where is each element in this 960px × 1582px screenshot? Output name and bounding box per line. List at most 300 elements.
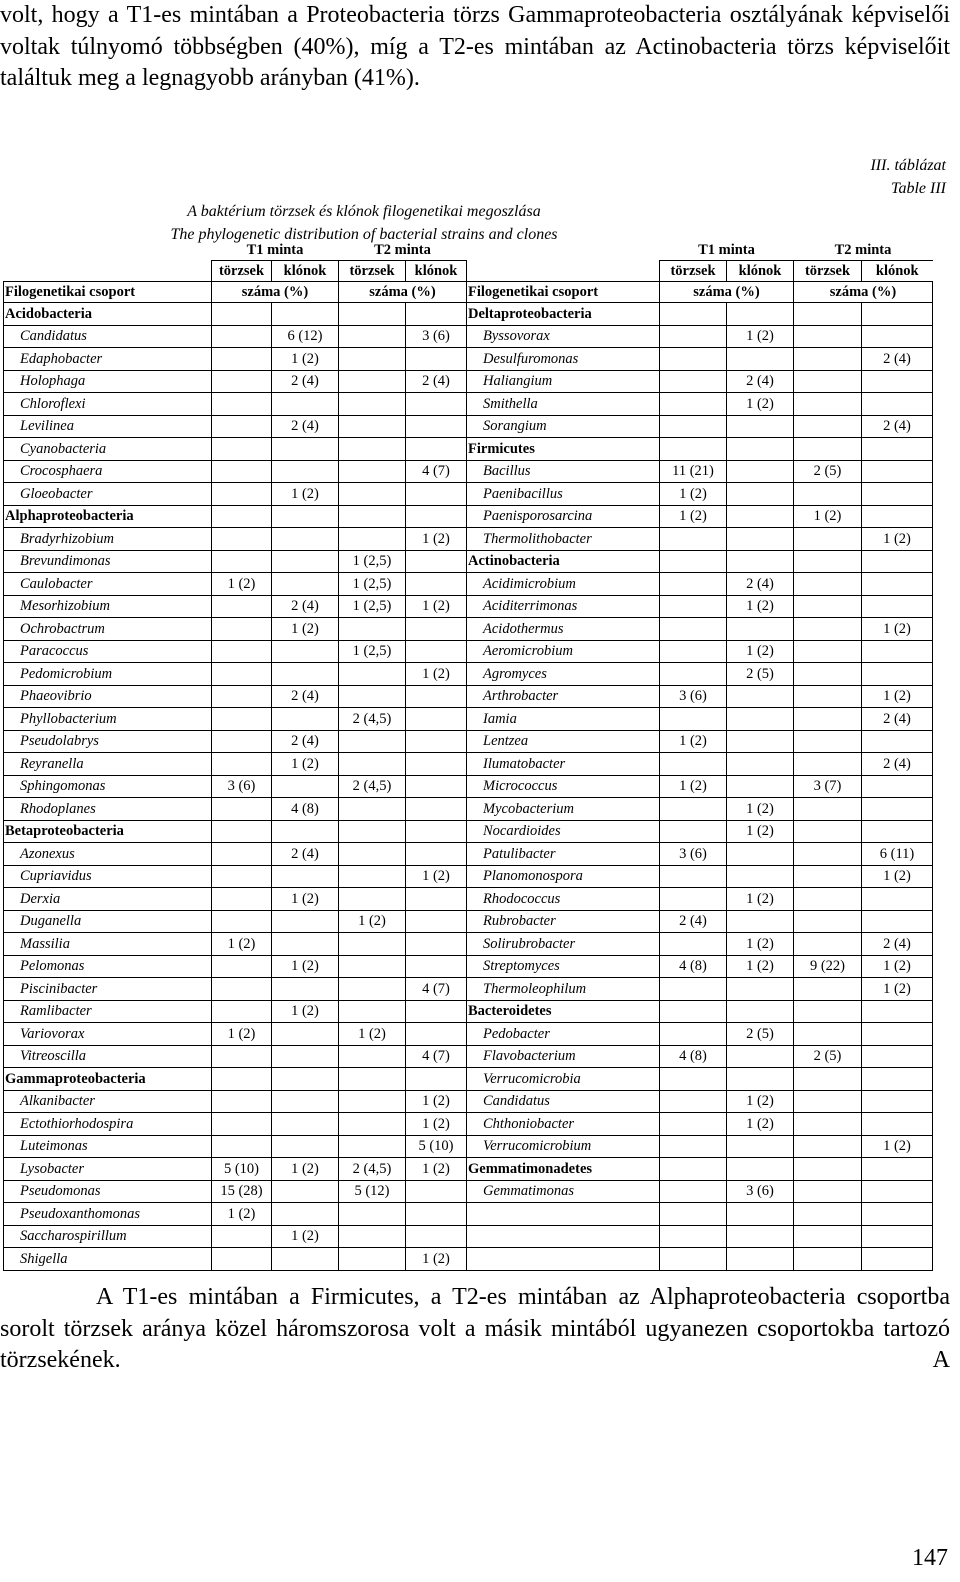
value-cell: 4 (8) [660,955,727,978]
value-cell [272,1045,339,1068]
value-cell [862,303,933,326]
value-cell: 4 (8) [660,1045,727,1068]
value-cell [212,708,272,731]
value-cell: 2 (4,5) [339,775,406,798]
value-cell: 1 (2,5) [339,640,406,663]
value-cell: 1 (2) [272,1225,339,1248]
genus-name: Patulibacter [467,843,660,866]
value-cell: 2 (4,5) [339,1158,406,1181]
value-cell: 1 (2,5) [339,573,406,596]
value-cell: 1 (2,5) [339,550,406,573]
value-cell [660,933,727,956]
value-cell [794,685,862,708]
value-cell [212,1000,272,1023]
group-name: Gemmatimonadetes [467,1158,660,1181]
value-cell [272,393,339,416]
header-row-samples [4,240,933,261]
value-cell [339,1000,406,1023]
value-cell [406,708,467,731]
genus-name: Pedobacter [467,1023,660,1046]
empty-cell [727,1203,794,1226]
value-cell [406,775,467,798]
value-cell [727,978,794,1001]
value-cell [339,933,406,956]
value-cell [339,663,406,686]
value-cell [794,978,862,1001]
table-row [4,1068,933,1091]
genus-name: Ochrobactrum [4,618,212,641]
table-row [4,933,933,956]
value-cell [727,1000,794,1023]
value-cell [727,865,794,888]
value-cell [660,550,727,573]
value-cell [862,1068,933,1091]
value-cell [339,370,406,393]
value-cell [727,1135,794,1158]
value-cell [406,550,467,573]
value-cell [212,1068,272,1091]
empty-cell [727,1225,794,1248]
value-cell [406,820,467,843]
genus-name: Haliangium [467,370,660,393]
table-row [4,798,933,821]
value-cell [212,393,272,416]
value-cell [212,415,272,438]
value-cell: 1 (2,5) [339,595,406,618]
value-cell: 1 (2) [727,325,794,348]
value-cell: 2 (5) [727,663,794,686]
value-cell: 1 (2) [339,1023,406,1046]
value-cell [212,663,272,686]
value-cell [660,708,727,731]
value-cell [212,730,272,753]
value-cell [339,843,406,866]
genus-name: Nocardioides [467,820,660,843]
value-cell [212,595,272,618]
page-number: 147 [912,1545,948,1571]
genus-name: Chloroflexi [4,393,212,416]
value-cell [212,820,272,843]
genus-name: Cupriavidus [4,865,212,888]
value-cell: 5 (10) [406,1135,467,1158]
table-row [4,595,933,618]
table-caption-hu: A baktérium törzsek és klónok filogenetikai megoszlása [187,203,541,220]
value-cell [727,460,794,483]
value-cell: 1 (2) [406,528,467,551]
value-cell [660,1090,727,1113]
value-cell [660,1180,727,1203]
value-cell [406,1180,467,1203]
genus-name: Derxia [4,888,212,911]
value-cell [339,1248,406,1271]
value-cell: 1 (2) [272,955,339,978]
genus-name: Phaeovibrio [4,685,212,708]
empty-cell [862,1248,933,1271]
value-cell [862,1000,933,1023]
value-cell [727,550,794,573]
header-row-count [4,282,933,303]
value-cell: 1 (2) [727,955,794,978]
genus-name: Levilinea [4,415,212,438]
value-cell: 1 (2) [272,483,339,506]
value-cell [727,1045,794,1068]
value-cell: 2 (4) [862,348,933,371]
genus-name: Ramlibacter [4,1000,212,1023]
value-cell: 1 (2) [727,933,794,956]
value-cell: 1 (2) [660,730,727,753]
table-row [4,775,933,798]
header-t2-left: T2 minta [374,242,431,258]
value-cell [660,370,727,393]
value-cell: 1 (2) [272,348,339,371]
header-row-kinds [4,261,933,282]
table-row [4,1090,933,1113]
genus-name: Duganella [4,910,212,933]
value-cell [339,978,406,1001]
value-cell: 2 (4) [862,753,933,776]
value-cell [794,640,862,663]
value-cell [212,483,272,506]
value-cell [727,685,794,708]
value-cell [862,820,933,843]
value-cell [660,325,727,348]
value-cell [272,1180,339,1203]
value-cell [794,1068,862,1091]
genus-name: Gemmatimonas [467,1180,660,1203]
value-cell [727,730,794,753]
value-cell [794,820,862,843]
empty-cell [467,1248,660,1271]
empty-cell [794,1248,862,1271]
genus-name: Pseudolabrys [4,730,212,753]
table-row [4,1023,933,1046]
value-cell: 2 (5) [794,460,862,483]
header-strains: törzsek [660,261,727,282]
genus-name: Paenisporosarcina [467,505,660,528]
value-cell [212,1225,272,1248]
genus-name: Pseudoxanthomonas [4,1203,212,1226]
empty-cell [660,1248,727,1271]
value-cell [794,1180,862,1203]
value-cell [212,978,272,1001]
group-name: Deltaproteobacteria [467,303,660,326]
genus-name: Caulobacter [4,573,212,596]
value-cell [272,1090,339,1113]
header-strains: törzsek [212,261,272,282]
genus-name: Rhodoplanes [4,798,212,821]
value-cell [406,798,467,821]
table-row [4,820,933,843]
genus-name: Ectothiorhodospira [4,1113,212,1136]
value-cell [339,303,406,326]
value-cell [339,955,406,978]
table-row [4,303,933,326]
value-cell: 1 (2) [727,1090,794,1113]
value-cell [212,550,272,573]
value-cell: 2 (4) [727,370,794,393]
genus-name: Shigella [4,1248,212,1271]
value-cell: 2 (4,5) [339,708,406,731]
value-cell [212,753,272,776]
value-cell [862,1090,933,1113]
table-row [4,1135,933,1158]
table-row [4,483,933,506]
value-cell [660,640,727,663]
value-cell [660,438,727,461]
table-row [4,910,933,933]
value-cell [406,753,467,776]
value-cell [339,325,406,348]
value-cell [794,1023,862,1046]
value-cell [660,1068,727,1091]
empty-cell [794,1203,862,1226]
value-cell: 1 (2) [727,798,794,821]
genus-name: Thermoleophilum [467,978,660,1001]
value-cell [272,775,339,798]
value-cell [406,1068,467,1091]
empty-cell [660,1225,727,1248]
value-cell: 1 (2) [339,910,406,933]
group-name: Alphaproteobacteria [4,505,212,528]
value-cell [660,798,727,821]
value-cell: 1 (2) [727,393,794,416]
value-cell [339,438,406,461]
value-cell [406,348,467,371]
table-label-en: Table III [891,180,946,197]
value-cell [406,438,467,461]
genus-name: Paracoccus [4,640,212,663]
table-row [4,663,933,686]
value-cell [862,460,933,483]
value-cell [727,910,794,933]
value-cell [339,753,406,776]
empty-cell [862,1203,933,1226]
value-cell [212,1045,272,1068]
value-cell: 1 (2) [727,888,794,911]
value-cell [212,325,272,348]
value-cell [727,708,794,731]
value-cell: 1 (2) [727,640,794,663]
table-label-hu: III. táblázat [870,157,946,174]
table-row [4,1113,933,1136]
value-cell [794,528,862,551]
table-row [4,955,933,978]
table-row [4,505,933,528]
genus-name: Azonexus [4,843,212,866]
genus-name: Pseudomonas [4,1180,212,1203]
value-cell [794,730,862,753]
value-cell [406,1000,467,1023]
value-cell [794,798,862,821]
value-cell: 2 (4) [272,415,339,438]
value-cell: 1 (2) [272,1158,339,1181]
value-cell [339,685,406,708]
value-cell [727,348,794,371]
value-cell: 2 (4) [272,730,339,753]
value-cell: 1 (2) [862,618,933,641]
genus-name: Planomonospora [467,865,660,888]
value-cell: 1 (2) [862,865,933,888]
value-cell [339,415,406,438]
value-cell [406,483,467,506]
value-cell [339,348,406,371]
table-row [4,415,933,438]
value-cell [862,663,933,686]
table-caption-en: The phylogenetic distribution of bacterial strains and clones [170,226,558,243]
group-name: Betaproteobacteria [4,820,212,843]
genus-name: Lysobacter [4,1158,212,1181]
value-cell: 1 (2) [862,1135,933,1158]
value-cell: 2 (5) [794,1045,862,1068]
value-cell [339,393,406,416]
table-row [4,685,933,708]
genus-name: Paenibacillus [467,483,660,506]
value-cell: 1 (2) [272,753,339,776]
value-cell [339,1090,406,1113]
table-row [4,865,933,888]
value-cell [212,370,272,393]
value-cell [660,753,727,776]
value-cell [272,933,339,956]
header-strains: törzsek [339,261,406,282]
genus-name: Holophaga [4,370,212,393]
value-cell [339,1045,406,1068]
value-cell: 2 (4) [272,595,339,618]
value-cell [212,1090,272,1113]
value-cell: 4 (7) [406,1045,467,1068]
value-cell [727,1068,794,1091]
genus-name: Rhodococcus [467,888,660,911]
genus-name: Acidothermus [467,618,660,641]
empty-cell [794,1225,862,1248]
value-cell [660,978,727,1001]
value-cell [212,955,272,978]
value-cell [794,910,862,933]
value-cell [212,1248,272,1271]
value-cell: 15 (28) [212,1180,272,1203]
value-cell [727,753,794,776]
value-cell [272,438,339,461]
header-t1-right: T1 minta [698,242,755,258]
value-cell [272,573,339,596]
value-cell: 2 (4) [727,573,794,596]
value-cell [794,573,862,596]
table-row [4,888,933,911]
value-cell [794,1135,862,1158]
table-row [4,618,933,641]
value-cell [212,303,272,326]
genus-name: Mycobacterium [467,798,660,821]
value-cell [272,528,339,551]
genus-name: Flavobacterium [467,1045,660,1068]
value-cell: 3 (6) [406,325,467,348]
value-cell [406,1225,467,1248]
value-cell: 1 (2) [862,955,933,978]
value-cell [212,843,272,866]
value-cell: 1 (2) [862,685,933,708]
value-cell: 1 (2) [212,933,272,956]
header-clones: klónok [862,261,933,282]
value-cell [727,775,794,798]
table-row [4,730,933,753]
value-cell: 1 (2) [660,505,727,528]
genus-name: Mesorhizobium [4,595,212,618]
value-cell [862,640,933,663]
table-row [4,460,933,483]
value-cell [727,483,794,506]
value-cell: 1 (2) [727,820,794,843]
value-cell [794,1000,862,1023]
value-cell [272,550,339,573]
value-cell: 2 (4) [272,370,339,393]
header-count: száma (%) [212,282,339,303]
genus-name: Agromyces [467,663,660,686]
value-cell [406,393,467,416]
value-cell [272,910,339,933]
header-group-right: Filogenetikai csoport [467,282,660,303]
table-row [4,438,933,461]
value-cell [212,505,272,528]
value-cell [794,708,862,731]
genus-name: Sphingomonas [4,775,212,798]
value-cell: 1 (2) [406,1113,467,1136]
value-cell: 5 (12) [339,1180,406,1203]
value-cell [794,550,862,573]
genus-name: Verrucomicrobia [467,1068,660,1091]
value-cell [660,663,727,686]
value-cell [794,663,862,686]
value-cell [406,933,467,956]
value-cell: 4 (7) [406,978,467,1001]
genus-name: Gloeobacter [4,483,212,506]
table-row [4,1045,933,1068]
value-cell [212,618,272,641]
value-cell [339,865,406,888]
value-cell [794,325,862,348]
value-cell [272,303,339,326]
value-cell: 6 (12) [272,325,339,348]
value-cell [727,1158,794,1181]
genus-name: Vitreoscilla [4,1045,212,1068]
value-cell: 3 (7) [794,775,862,798]
value-cell [272,1248,339,1271]
value-cell: 11 (21) [660,460,727,483]
value-cell [794,438,862,461]
value-cell: 3 (6) [727,1180,794,1203]
value-cell: 1 (2) [727,595,794,618]
value-cell [406,843,467,866]
value-cell [272,1113,339,1136]
value-cell: 3 (6) [212,775,272,798]
value-cell [212,798,272,821]
value-cell: 2 (5) [727,1023,794,1046]
genus-name: Iamia [467,708,660,731]
header-t2-right: T2 minta [834,242,892,258]
value-cell [794,1113,862,1136]
genus-name: Edaphobacter [4,348,212,371]
genus-name: Phyllobacterium [4,708,212,731]
value-cell: 1 (2) [406,1248,467,1271]
value-cell [339,1203,406,1226]
table-row [4,1158,933,1181]
genus-name: Byssovorax [467,325,660,348]
value-cell [660,528,727,551]
genus-name: Chthoniobacter [467,1113,660,1136]
genus-name: Solirubrobacter [467,933,660,956]
genus-name: Ilumatobacter [467,753,660,776]
value-cell [272,1023,339,1046]
value-cell [660,1023,727,1046]
